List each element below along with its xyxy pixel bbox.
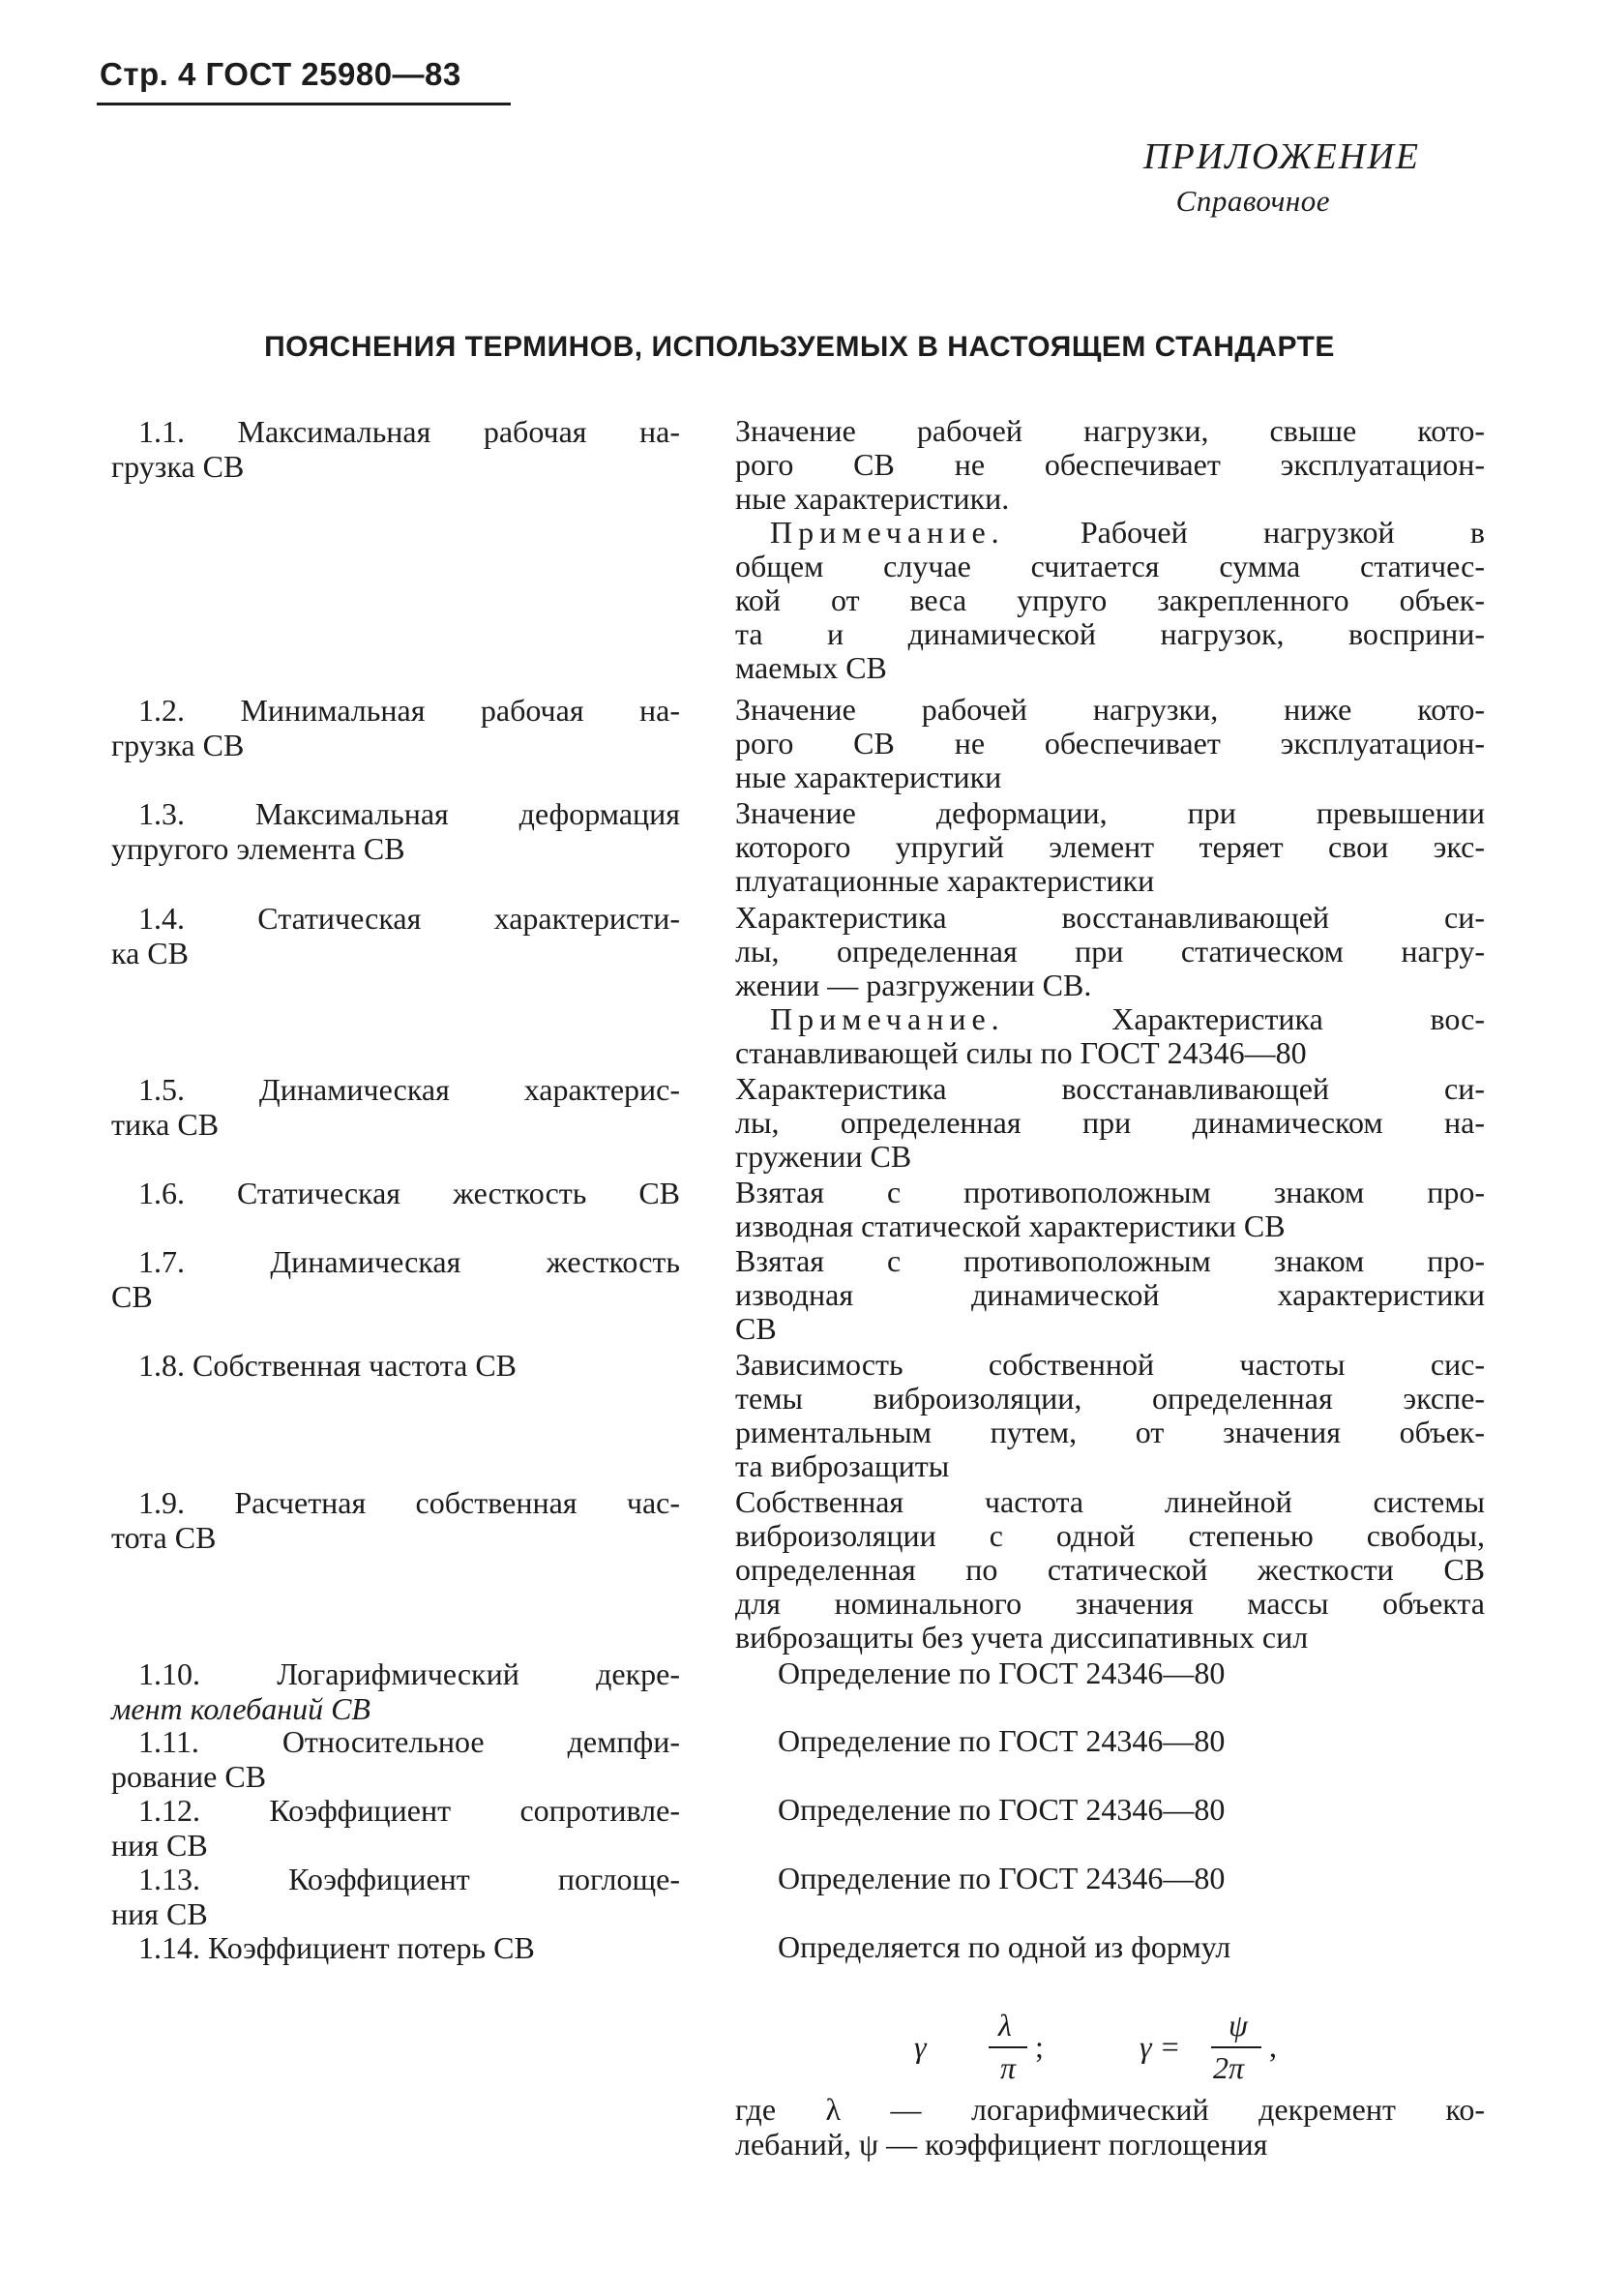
def-line: Значение рабочей нагрузки, ниже кото- xyxy=(735,692,1485,727)
def-line: маемых СВ xyxy=(735,650,887,685)
def-line: ные характеристики. xyxy=(735,481,1010,516)
term-1-11 xyxy=(111,1724,680,1794)
term-line: ка СВ xyxy=(111,936,189,970)
def-line: где λ — логарифмический декремент ко- xyxy=(735,2092,1485,2127)
def-line: Зависимость собственной частоты сис- xyxy=(735,1347,1485,1382)
def-line: темы виброизоляции, определенная экспе- xyxy=(735,1381,1485,1416)
formula-lambda: λ xyxy=(998,2008,1012,2043)
main-title: ПОЯСНЕНИЯ ТЕРМИНОВ, ИСПОЛЬЗУЕМЫХ В НАСТОЯЩЕМ СТАНДАРТЕ xyxy=(264,331,1335,363)
def-line: лы, определенная при статическом нагру- xyxy=(735,934,1485,969)
def-line: лы, определенная при динамическом на- xyxy=(735,1105,1485,1140)
formula-pi: π xyxy=(1000,2050,1017,2085)
def-line: СВ xyxy=(735,1311,777,1346)
term-1-12 xyxy=(111,1793,680,1863)
def-line: кой от веса упруго закрепленного объек- xyxy=(735,582,1485,617)
appendix-subtitle: Справочное xyxy=(1175,184,1330,218)
term-1-8 xyxy=(111,1348,680,1383)
fraction-bar xyxy=(989,2046,1027,2048)
term-line: 1.7. Динамическая жесткость xyxy=(138,1244,680,1279)
def-line: Взятая с противоположным знаком про- xyxy=(735,1175,1485,1209)
term-line: упругого элемента СВ xyxy=(111,831,405,866)
page-header: Стр. 4 ГОСТ 25980—83 xyxy=(100,56,461,92)
term-line: 1.6. Статическая жесткость СВ xyxy=(138,1176,680,1210)
term-1-13 xyxy=(111,1862,680,1931)
term-line: 1.1. Максимальная рабочая на- xyxy=(138,414,680,449)
def-line: виброизоляции с одной степенью свободы, xyxy=(735,1518,1485,1553)
definition-1-10 xyxy=(735,1656,1485,1690)
def-line: та и динамической нагрузок, восприни- xyxy=(735,616,1485,651)
term-line: тота СВ xyxy=(111,1520,217,1555)
def-line: которого упругий элемент теряет свои экс- xyxy=(735,829,1485,864)
definition-1-1 xyxy=(735,414,1485,685)
def-line: для номинального значения массы объекта xyxy=(735,1586,1485,1621)
term-1-14 xyxy=(111,1930,680,1965)
formula-psi: ψ xyxy=(1229,2008,1248,2043)
formula-gamma: γ xyxy=(914,2029,927,2064)
term-line: ния СВ xyxy=(111,1828,208,1863)
formula-two-pi: 2π xyxy=(1213,2050,1245,2085)
definition-1-4 xyxy=(735,901,1485,1070)
def-line: лебаний, ψ — коэффициент поглощения xyxy=(735,2127,1268,2162)
term-line: рование СВ xyxy=(111,1759,267,1794)
term-line: мент колебаний СВ xyxy=(111,1691,370,1726)
formula-gamma-equals: γ = xyxy=(1140,2029,1181,2064)
term-1-7 xyxy=(111,1244,680,1314)
note-line xyxy=(735,516,1485,550)
definition-1-14 xyxy=(735,1930,1485,1964)
def-line: изводная динамической характеристики xyxy=(735,1277,1485,1312)
term-line: грузка СВ xyxy=(111,449,245,484)
appendix-title: ПРИЛОЖЕНИЕ xyxy=(1143,136,1420,177)
definition-1-7 xyxy=(735,1244,1485,1346)
def-line: гружении СВ xyxy=(735,1139,912,1174)
def-line: рого СВ не обеспечивает эксплуатацион- xyxy=(735,447,1485,482)
def-line: плуатационные характеристики xyxy=(735,863,1155,898)
term-line: 1.10. Логарифмический декре- xyxy=(138,1656,680,1691)
note-text: Рабочей нагрузкой в xyxy=(1004,515,1485,550)
term-line: 1.4. Статическая характеристи- xyxy=(138,901,680,936)
def-line: Определяется по одной из формул xyxy=(778,1929,1231,1964)
def-line: станавливающей силы по ГОСТ 24346—80 xyxy=(735,1035,1307,1070)
definition-1-13 xyxy=(735,1862,1485,1895)
def-line: ные характеристики xyxy=(735,760,1002,794)
term-1-5 xyxy=(111,1072,680,1142)
def-line: общем случае считается сумма статичес- xyxy=(735,549,1485,583)
note-text: Характеристика вос- xyxy=(1004,1001,1485,1036)
term-line: 1.5. Динамическая характерис- xyxy=(138,1072,680,1107)
term-line: тика СВ xyxy=(111,1107,220,1142)
formula-semicolon: ; xyxy=(1035,2029,1044,2064)
term-line: 1.13. Коэффициент поглоще- xyxy=(138,1862,680,1896)
def-line: Определение по ГОСТ 24346—80 xyxy=(778,1861,1226,1895)
definition-1-11 xyxy=(735,1724,1485,1758)
term-line: 1.2. Минимальная рабочая на- xyxy=(138,693,680,728)
def-line: Определение по ГОСТ 24346—80 xyxy=(778,1655,1226,1690)
term-1-1 xyxy=(111,414,680,484)
definition-1-9 xyxy=(735,1485,1485,1655)
def-line: Значение рабочей нагрузки, свыше кото- xyxy=(735,413,1485,448)
def-line: Определение по ГОСТ 24346—80 xyxy=(778,1723,1226,1758)
def-line: риментальным путем, от значения объек- xyxy=(735,1415,1485,1449)
term-line: 1.11. Относительное демпфи- xyxy=(138,1724,680,1759)
term-line: 1.3. Максимальная деформация xyxy=(138,796,680,831)
term-line: 1.12. Коэффициент сопротивле- xyxy=(138,1793,680,1828)
term-1-6 xyxy=(111,1176,680,1210)
term-1-9 xyxy=(111,1485,680,1555)
formula-comma: , xyxy=(1269,2029,1277,2064)
def-line: жении — разгружении СВ. xyxy=(735,968,1092,1002)
term-line: 1.9. Расчетная собственная час- xyxy=(138,1485,680,1520)
term-1-2 xyxy=(111,693,680,762)
def-line: определенная по статической жесткости СВ xyxy=(735,1552,1485,1587)
def-line: та виброзащиты xyxy=(735,1448,950,1483)
definition-1-8 xyxy=(735,1348,1485,1483)
def-line: Взятая с противоположным знаком про- xyxy=(735,1243,1485,1278)
def-line: виброзащиты без учета диссипативных сил xyxy=(735,1620,1309,1655)
term-line: грузка СВ xyxy=(111,728,245,762)
loss-coefficient-formula xyxy=(909,2008,1354,2085)
term-line: 1.14. Коэффициент потерь СВ xyxy=(138,1930,535,1965)
term-1-4 xyxy=(111,901,680,970)
definition-1-2 xyxy=(735,693,1485,794)
fraction-bar xyxy=(1211,2046,1261,2048)
formula-explanation xyxy=(735,2092,1485,2162)
def-line: Определение по ГОСТ 24346—80 xyxy=(778,1792,1226,1827)
term-1-10 xyxy=(111,1656,680,1726)
def-line: Собственная частота линейной системы xyxy=(735,1484,1485,1519)
definition-1-12 xyxy=(735,1793,1485,1827)
def-line: Характеристика восстанавливающей си- xyxy=(735,900,1485,935)
def-line: рого СВ не обеспечивает эксплуатацион- xyxy=(735,726,1485,760)
term-line: ния СВ xyxy=(111,1896,208,1931)
term-1-3 xyxy=(111,796,680,866)
definition-1-5 xyxy=(735,1072,1485,1174)
def-line: Характеристика восстанавливающей си- xyxy=(735,1071,1485,1106)
term-line: 1.8. Собственная частота СВ xyxy=(138,1348,518,1383)
definition-1-6 xyxy=(735,1176,1485,1243)
term-line: СВ xyxy=(111,1279,153,1314)
definition-1-3 xyxy=(735,796,1485,898)
note-label: Примечание. xyxy=(770,1001,1005,1036)
note-line xyxy=(735,1002,1485,1036)
def-line: Значение деформации, при превышении xyxy=(735,795,1485,830)
note-label: Примечание. xyxy=(770,515,1005,550)
def-line: изводная статической характеристики СВ xyxy=(735,1208,1286,1243)
header-rule xyxy=(97,103,511,105)
